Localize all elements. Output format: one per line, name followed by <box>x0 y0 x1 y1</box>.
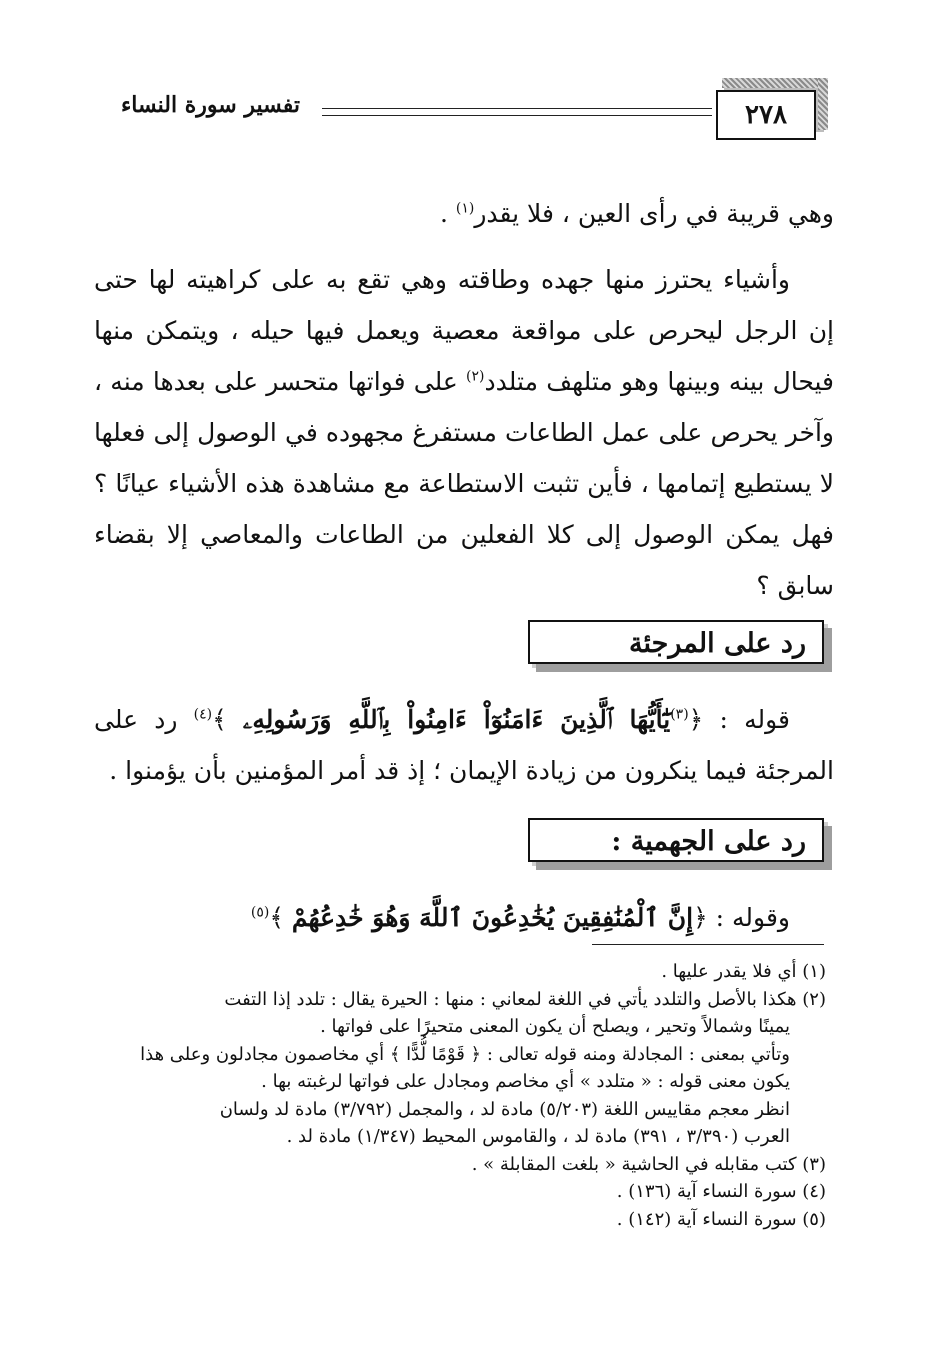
page-number <box>716 90 816 140</box>
section-heading-jahmiyya <box>528 818 824 862</box>
paragraph-3-text-c: رد على المرجئة فيما ينكرون من زيادة الإيمان ؛ إذ قد أمر المؤمنين بأن يؤمنوا . <box>94 705 834 785</box>
paragraph-4-text-b: ﴾ <box>269 903 292 932</box>
footnote-2-line-6: العرب (٣/٣٩٠ ، ٣٩١) مادة لد ، والقاموس المحيط (١/٣٤٧) مادة لد . <box>286 1126 790 1147</box>
page-number-text: ٢٧٨ <box>745 100 787 130</box>
paragraph-2-text-a: وأشياء يحترز منها جهده وطاقته وهي تقع به على كراهيته لها حتى إن الرجل ليحرص على مواقعة معصية ويعمل فيها حيله ، ويتمكن منها فيحال بينه وبينها وهو متلهف متلدد <box>94 265 834 396</box>
section-heading-murjia-text: رد على المرجئة <box>629 628 806 659</box>
footnote-ref-2: (٢) <box>466 368 485 385</box>
footnote-2-line-2: يمينًا وشمالاً وتحير ، ويصلح أن يكون المعنى متحيرًا على فواتها . <box>320 1016 790 1037</box>
quran-verse-1: يَٰٓأَيُّهَا ٱلَّذِينَ ءَامَنُوٓاْ ءَامِنُواْ بِٱللَّهِ وَرَسُولِهِۦ <box>242 705 671 734</box>
footnotes <box>94 958 826 1233</box>
paragraph-4-text-a: وقوله : ﴿ <box>693 903 790 932</box>
footnote-ref-4: (٤) <box>193 706 213 723</box>
paragraph-3 <box>94 694 834 796</box>
paragraph-2 <box>94 254 834 611</box>
footnote-ref-1: (١) <box>455 200 475 217</box>
section-heading-murjia <box>528 620 824 664</box>
section-heading-jahmiyya-text: رد على الجهمية : <box>611 826 806 857</box>
footnote-ref-3: (٣) <box>670 706 689 723</box>
footnote-2-line-4: يكون معنى قوله : « متلدد » أي مخاصم ومجادل على فواتها لرغبته بها . <box>261 1071 790 1092</box>
footnote-2-line-3: وتأتي بمعنى : المجادلة ومنه قوله تعالى : ﴿ قَوْمًا لُّدًّا ﴾ أي مخاصمون مجادلون وعلى هذا <box>140 1043 790 1065</box>
footnote-4: (٤) سورة النساء آية (١٣٦) . <box>616 1181 826 1202</box>
paragraph-3-text-a: قوله : ﴿ <box>688 705 790 734</box>
footnote-2-line-5: انظر معجم مقاييس اللغة (٥/٢٠٣) مادة لد ، والمجمل (٣/٧٩٢) مادة لد ولسان <box>219 1098 790 1120</box>
header-rule <box>322 108 712 116</box>
paragraph-1-text: وهي قريبة في رأى العين ، فلا يقدر <box>474 199 834 228</box>
running-title: تفسير سورة النساء <box>120 92 300 118</box>
footnote-5: (٥) سورة النساء آية (١٤٢) . <box>616 1208 826 1230</box>
paragraph-3-text-b: ﴾ <box>212 705 243 734</box>
paragraph-4 <box>94 892 834 943</box>
paragraph-1-end: . <box>439 199 456 228</box>
quran-verse-2: إِنَّ ٱلْمُنَٰفِقِينَ يُخَٰدِعُونَ ٱللَّهَ وَهُوَ خَٰدِعُهُمْ <box>291 903 694 932</box>
paragraph-1 <box>94 188 834 239</box>
footnote-2-line-1: (٢) هكذا بالأصل والتلدد يأتي في اللغة لمعاني : منها : الحيرة يقال : تلدد إذا التفت <box>224 988 826 1010</box>
footnote-separator <box>592 944 824 945</box>
footnote-ref-5: (٥) <box>250 904 270 921</box>
footnote-1: (١) أي فلا يقدر عليها . <box>661 961 826 982</box>
footnote-3: (٣) كتب مقابله في الحاشية « بلغت المقابلة » . <box>471 1153 826 1175</box>
paragraph-2-text-b: على فواتها متحسر على بعدها منه ، وآخر يحرص على عمل الطاعات مستفرغ مجهوده في الوصول إلى فعلها لا يستطيع إتمامها ، فأين تثبت الاستطاعة مع مشاهدة هذه الأشياء عيانًا ؟ فهل يمكن الوصول إلى كلا الفعلين من الطاعات والمعاصي إلا بقضاء سابق ؟ <box>94 367 834 600</box>
